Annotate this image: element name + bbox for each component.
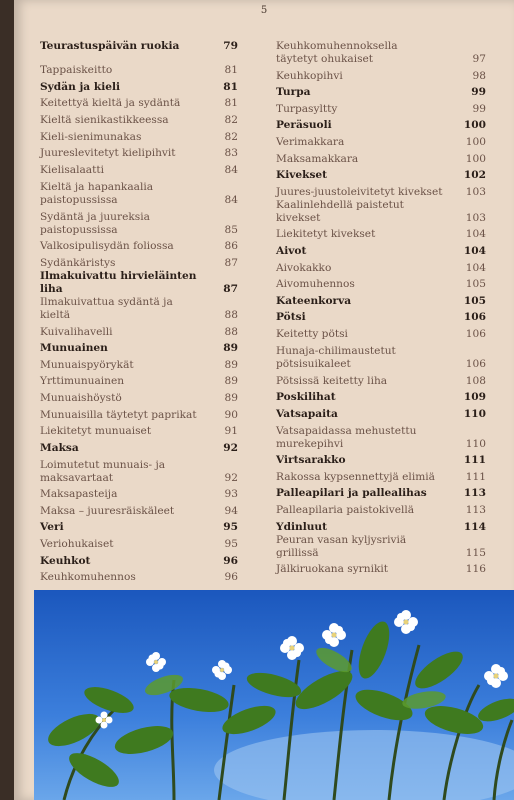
toc-entry-title-line: Ydinluut: [276, 520, 328, 533]
toc-entry-page: 92: [223, 441, 238, 454]
toc-entry-title-line: Pötsi: [276, 311, 306, 324]
toc-entry: [40, 501, 238, 518]
toc-entry-page: 104: [463, 244, 486, 257]
toc-entry-title-line: Palleapilari ja pallealihas: [276, 487, 427, 500]
toc-entry-title: [276, 504, 446, 517]
toc-entry-title-line: Teurastuspäivän ruokia: [40, 39, 180, 52]
toc-entry-title-line: täytetyt ohukaiset: [276, 53, 374, 65]
toc-entry-page: 105: [463, 294, 486, 307]
toc-entry-title-line: Liekitetyt kivekset: [276, 228, 376, 241]
toc-entry: [40, 405, 238, 422]
toc-entry: [40, 110, 238, 127]
toc-entry-title-line: Sydänkäristys: [40, 256, 116, 269]
toc-entry-page: 110: [463, 407, 486, 420]
toc-entry-title-line: Munuaispyörykät: [40, 358, 134, 371]
toc-entry-title-line: Kieli-sienimunakas: [40, 130, 142, 143]
toc-entry-page: 111: [463, 454, 486, 467]
toc-entry-title: [40, 359, 198, 372]
toc-entry-page: 90: [224, 408, 238, 421]
toc-entry-page: 99: [471, 86, 486, 99]
toc-entry-title-line: Hunaja-chilimaustetut: [276, 344, 396, 357]
toc-entry: [40, 422, 238, 439]
toc-entry: [276, 341, 486, 371]
toc-entry-title: [276, 103, 446, 116]
toc-entry-title-line: Kielisalaatti: [40, 163, 105, 176]
toc-entry-title-line: Veriohukaiset: [40, 538, 114, 551]
toc-entry-title: [276, 86, 446, 99]
toc-entry-title: [276, 375, 446, 388]
toc-entry-title: [276, 563, 446, 576]
toc-entry-title: [40, 270, 198, 296]
toc-entry-title: [276, 295, 446, 308]
toc-entry-page: 83: [224, 147, 238, 160]
toc-entry: [276, 66, 486, 83]
toc-entry-title-line: Keitetty pötsi: [276, 327, 348, 340]
toc-entry-page: 104: [465, 261, 486, 274]
toc-entry-title-line: Kaalinlehdellä paistetut kivekset: [276, 198, 404, 224]
toc-entry-title-line: Keuhkomuhennoksella: [276, 40, 398, 52]
toc-entry-title-line: Juureslevitetyt kielipihvit: [40, 147, 176, 160]
toc-entry-title-line: Aivot: [276, 244, 307, 257]
toc-entry-page: 82: [224, 113, 238, 126]
page-number: 5: [260, 5, 268, 16]
toc-entry-page: 100: [465, 135, 486, 148]
toc-entry-page: 85: [224, 223, 238, 236]
toc-entry-title: [40, 81, 198, 94]
toc-entry-page: 96: [224, 571, 238, 584]
toc-entry-title: [276, 408, 446, 421]
toc-entry: [276, 182, 486, 199]
toc-entry-title-line: Ilmakuivattua sydäntä ja kieltä: [40, 295, 173, 321]
toc-entry-title-line: Keitettyä kieltä ja sydäntä: [40, 97, 181, 110]
toc-entry: [276, 467, 486, 484]
toc-section-heading: [276, 291, 486, 308]
toc-entry-title: [276, 454, 446, 467]
toc-entry-page: 111: [465, 470, 486, 483]
toc-entry-title-line: Peuran vasan kyljysriviä grillissä: [276, 533, 407, 559]
toc-entry-page: 116: [465, 563, 486, 576]
toc-entry-title-line: Munuaisilla täytetyt paprikat: [40, 408, 197, 421]
toc-entry-title-line: Valkosipulisydän foliossa: [40, 240, 174, 253]
toc-entry-title: [276, 70, 446, 83]
toc-entry: [40, 534, 238, 551]
toc-entry: [40, 455, 238, 485]
toc-entry-title-line: Keuhkomuhennos: [40, 571, 136, 584]
toc-entry-title: [276, 40, 446, 66]
toc-entry-page: 82: [224, 130, 238, 143]
toc-right-column: [276, 36, 486, 576]
toc-entry-page: 95: [224, 538, 238, 551]
toc-entry: [276, 371, 486, 388]
toc-entry: [40, 372, 238, 389]
toc-entry-title: [40, 375, 198, 388]
toc-entry-title-line: Rakossa kypsennettyjä elimiä: [276, 470, 435, 483]
toc-section-heading: [276, 388, 486, 405]
toc-entry-title: [276, 487, 446, 500]
toc-section-heading: [40, 551, 238, 568]
toc-section-heading: [276, 404, 486, 421]
toc-entry-page: 97: [472, 53, 486, 65]
toc-entry-title-line: Pötsissä keitetty liha: [276, 374, 388, 387]
toc-entry: [40, 568, 238, 585]
toc-entry-title: [40, 392, 198, 405]
toc-entry-page: 110: [465, 437, 486, 450]
toc-entry: [40, 61, 238, 78]
toc-entry-page: 86: [224, 240, 238, 253]
toc-entry-title: [40, 342, 198, 355]
toc-section-heading: [276, 517, 486, 534]
toc-section-heading: [40, 518, 238, 535]
toc-section-heading: [40, 77, 238, 94]
toc-entry-title: [40, 181, 198, 207]
toc-entry-page: 81: [224, 64, 238, 77]
toc-entry-title: [276, 199, 446, 225]
toc-entry: [276, 199, 486, 225]
toc-entry-page: 105: [465, 278, 486, 291]
toc-section-heading: [40, 270, 238, 296]
toc-entry-title: [276, 278, 446, 291]
toc-entry-page: 79: [223, 39, 238, 52]
toc-entry-title: [276, 311, 446, 324]
toc-entry: [276, 560, 486, 577]
toc-entry-title-line: Poskilihat: [276, 391, 336, 404]
toc-entry-page: 88: [224, 325, 238, 338]
toc-entry-page: 84: [224, 193, 238, 206]
toc-entry-title-line: Veri: [40, 521, 64, 534]
toc-entry-title: [276, 471, 446, 484]
toc-entry-title-line: pötsisuikaleet: [276, 357, 351, 370]
flower-illustration: [34, 590, 514, 800]
toc-entry: [276, 275, 486, 292]
toc-entry: [40, 388, 238, 405]
toc-entry-page: 99: [472, 102, 486, 115]
toc-entry-page: 109: [463, 391, 486, 404]
toc-entry-page: 81: [224, 97, 238, 110]
toc-entry-title-line: Kieltä ja hapankaalia: [40, 180, 154, 193]
toc-entry-title: [40, 164, 198, 177]
toc-entry: [40, 296, 238, 322]
toc-entry-title: [40, 505, 198, 518]
toc-section-heading: [40, 339, 238, 356]
toc-entry-page: 89: [224, 375, 238, 388]
toc-section-heading: [276, 166, 486, 183]
toc-entry-page: 87: [223, 282, 238, 295]
toc-entry-title-line: Turpa: [276, 86, 311, 99]
toc-section-heading: [276, 484, 486, 501]
toc-section-heading: [276, 451, 486, 468]
toc-entry-title-line: Maksamakkara: [276, 152, 359, 165]
toc-entry-title: [40, 147, 198, 160]
toc-entry-title-line: Sydäntä ja juureksia: [40, 210, 150, 223]
toc-entry-title: [40, 521, 198, 534]
toc-entry: [276, 534, 486, 560]
toc-entry-page: 103: [465, 211, 486, 224]
toc-entry-title: [276, 245, 446, 258]
toc-entry-title: [276, 521, 446, 534]
toc-entry-title: [276, 262, 446, 275]
toc-entry-title-line: Tappaiskeitto: [40, 64, 113, 77]
toc-entry-title-line: Maksa – juuresräiskäleet: [40, 504, 175, 517]
toc-entry-page: 115: [465, 546, 486, 559]
toc-entry-title-line: Juures-juustoleivitetyt kivekset: [276, 185, 443, 198]
toc-entry-title: [40, 425, 198, 438]
toc-entry-title-line: Kivekset: [276, 169, 328, 182]
toc-entry-title: [276, 228, 446, 241]
toc-left-column: [40, 36, 238, 584]
toc-entry-title: [276, 169, 446, 182]
toc-entry-title-line: Vatsapaidassa mehustettu: [276, 424, 417, 437]
toc-entry: [40, 160, 238, 177]
toc-entry: [276, 99, 486, 116]
toc-entry-page: 102: [463, 169, 486, 182]
toc-section-heading: [276, 83, 486, 100]
toc-entry: [40, 355, 238, 372]
toc-entry-page: 96: [223, 554, 238, 567]
toc-entry-title-line: Sydän ja kieli: [40, 80, 121, 93]
toc-entry-title-line: Munuainen: [40, 342, 108, 355]
toc-entry-title: [276, 328, 446, 341]
toc-entry-page: 98: [472, 69, 486, 82]
toc-entry-title-line: Aivomuhennos: [276, 278, 355, 291]
toc-entry: [40, 485, 238, 502]
toc-entry-title-line: paistopussissa: [40, 193, 118, 206]
toc-entry-title: [40, 257, 198, 270]
toc-entry-page: 113: [465, 504, 486, 517]
toc-entry-page: 87: [224, 256, 238, 269]
toc-entry-title-line: Munuaishöystö: [40, 391, 122, 404]
toc-entry-title-line: Jälkiruokana syrnikit: [276, 563, 389, 576]
toc-entry-title-line: maksavartaat: [40, 471, 114, 484]
toc-entry-page: 89: [224, 391, 238, 404]
toc-entry: [40, 253, 238, 270]
toc-entry: [40, 207, 238, 237]
toc-entry-title: [276, 345, 446, 371]
toc-entry: [40, 177, 238, 207]
toc-entry: [40, 322, 238, 339]
toc-entry-title: [276, 425, 446, 451]
toc-entry-title: [40, 64, 198, 77]
toc-entry-title-line: Vatsapaita: [276, 407, 338, 420]
toc-entry-page: 88: [224, 308, 238, 321]
toc-entry-title-line: Kieltä sienikastikkeessa: [40, 113, 169, 126]
toc-entry-title-line: Maksapasteija: [40, 488, 118, 501]
toc-section-heading: [276, 308, 486, 325]
toc-entry-page: 104: [465, 228, 486, 241]
toc-entry: [276, 149, 486, 166]
toc-entry-title: [40, 40, 198, 53]
toc-entry-title-line: Verimakkara: [276, 135, 345, 148]
toc-entry-title-line: Kuivalihavelli: [40, 325, 113, 338]
toc-entry-title: [276, 119, 446, 132]
toc-entry-title: [40, 97, 198, 110]
toc-entry: [276, 132, 486, 149]
toc-entry-title-line: Keuhkopihvi: [276, 69, 343, 82]
toc-entry-title: [276, 186, 446, 199]
toc-entry-title: [276, 391, 446, 404]
flower-photo: [34, 590, 514, 800]
toc-entry-page: 100: [463, 119, 486, 132]
toc-section-heading: [276, 116, 486, 133]
toc-entry-page: 113: [463, 487, 486, 500]
toc-entry-title-line: Keuhkot: [40, 554, 91, 567]
toc-entry-page: 106: [465, 357, 486, 370]
toc-entry-title-line: Ilmakuivattu hirvieläinten liha: [40, 269, 197, 295]
toc-entry-page: 103: [465, 185, 486, 198]
toc-entry-page: 100: [465, 152, 486, 165]
toc-entry-page: 89: [223, 342, 238, 355]
toc-entry-title: [40, 240, 198, 253]
toc-entry: [276, 500, 486, 517]
toc-entry: [276, 36, 486, 66]
toc-entry-page: 92: [224, 471, 238, 484]
toc-entry-title: [40, 488, 198, 501]
toc-entry-title-line: paistopussissa: [40, 223, 118, 236]
toc-entry: [40, 94, 238, 111]
toc-entry-page: 84: [224, 163, 238, 176]
toc-entry-title-line: Palleapilaria paistokivellä: [276, 504, 415, 517]
toc-entry-title-line: Kateenkorva: [276, 294, 352, 307]
toc-entry-title: [40, 555, 198, 568]
toc-entry-title: [276, 136, 446, 149]
toc-entry-page: 106: [465, 327, 486, 340]
toc-entry-title-line: Virtsarakko: [276, 454, 346, 467]
toc-entry: [276, 258, 486, 275]
toc-entry: [276, 324, 486, 341]
toc-entry-page: 91: [224, 425, 238, 438]
toc-entry-title-line: Yrttimunuainen: [40, 375, 125, 388]
toc-section-heading: [40, 36, 238, 53]
toc-entry-page: 95: [223, 521, 238, 534]
toc-entry-title: [40, 211, 198, 237]
toc-entry-title: [40, 459, 198, 485]
toc-section-heading: [276, 241, 486, 258]
toc-section-heading: [40, 438, 238, 455]
toc-entry-title: [40, 442, 198, 455]
toc-entry-title: [40, 409, 198, 422]
toc-entry-page: 81: [223, 80, 238, 93]
toc-entry-page: 114: [463, 520, 486, 533]
toc-entry-title-line: Liekitetyt munuaiset: [40, 425, 152, 438]
toc-entry-title-line: Peräsuoli: [276, 119, 332, 132]
toc-entry-title: [40, 571, 198, 584]
toc-entry: [276, 225, 486, 242]
toc-entry-page: 108: [465, 374, 486, 387]
toc-entry-title: [40, 326, 198, 339]
toc-entry-title: [40, 296, 198, 322]
toc-entry-title: [40, 114, 198, 127]
toc-entry-page: 94: [224, 504, 238, 517]
toc-entry-title: [276, 534, 446, 560]
toc-entry: [40, 144, 238, 161]
toc-entry: [40, 127, 238, 144]
toc-entry-page: 89: [224, 358, 238, 371]
toc-entry-title: [40, 538, 198, 551]
toc-entry-title-line: murekepihvi: [276, 437, 344, 450]
toc-entry-title-line: Turpasyltty: [276, 102, 338, 115]
toc-entry-page: 106: [463, 311, 486, 324]
book-page: [14, 0, 514, 800]
toc-entry-title-line: Maksa: [40, 441, 79, 454]
toc-entry-page: 93: [224, 488, 238, 501]
toc-entry-title-line: Aivokakko: [276, 261, 332, 274]
toc-entry-title-line: Loimutetut munuais- ja: [40, 458, 166, 471]
toc-entry: [40, 237, 238, 254]
toc-entry-title: [276, 153, 446, 166]
toc-entry-title: [40, 131, 198, 144]
toc-entry: [276, 421, 486, 451]
